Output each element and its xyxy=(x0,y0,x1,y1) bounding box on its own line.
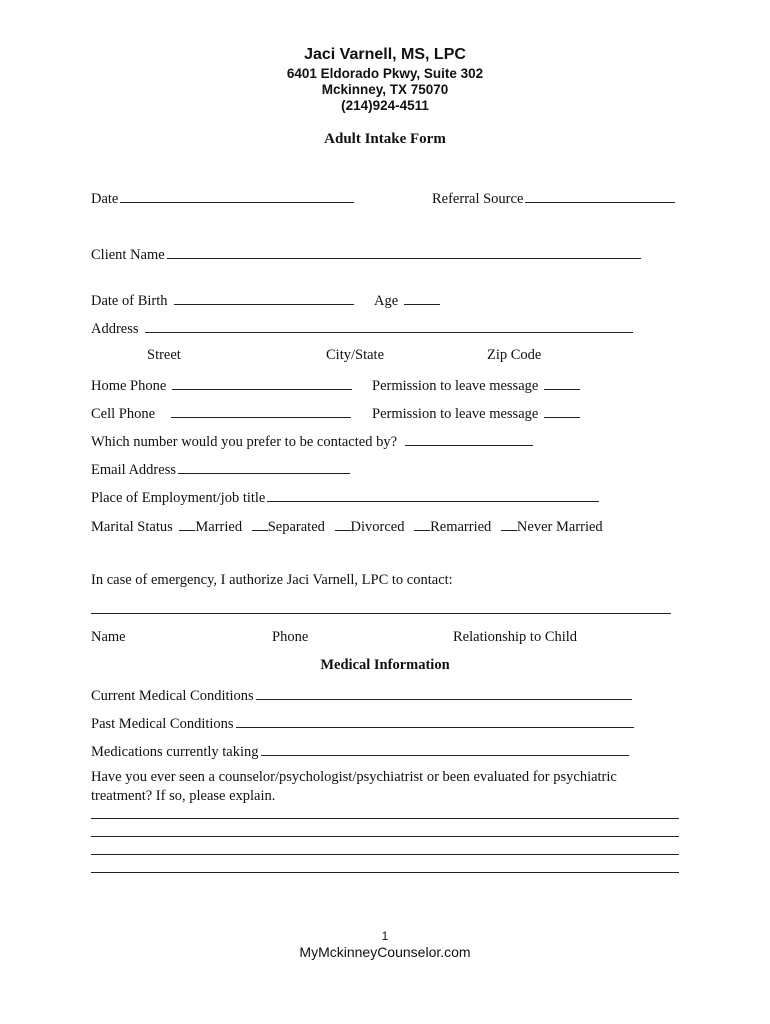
emergency-prompt: In case of emergency, I authorize Jaci Varnell, LPC to contact: xyxy=(91,572,453,588)
married-option: Married xyxy=(195,519,243,535)
employment-label: Place of Employment/job title xyxy=(91,490,266,506)
address-field[interactable] xyxy=(91,318,633,338)
cell-phone-input-line[interactable] xyxy=(171,403,351,418)
emergency-contact-input-line[interactable] xyxy=(91,613,671,614)
past-conditions-input-line[interactable] xyxy=(236,713,634,728)
age-input-line[interactable] xyxy=(404,290,440,305)
marital-status-field xyxy=(91,516,603,536)
address-label: Address xyxy=(91,321,139,337)
date-field[interactable] xyxy=(91,188,354,208)
street-caption: Street xyxy=(147,347,181,363)
current-conditions-field[interactable] xyxy=(91,685,632,705)
email-label: Email Address xyxy=(91,462,176,478)
cell-phone-label: Cell Phone xyxy=(91,406,156,422)
emergency-relationship-caption: Relationship to Child xyxy=(453,629,578,645)
employment-input-line[interactable] xyxy=(267,487,599,502)
city-state-caption: City/State xyxy=(326,347,384,363)
current-conditions-input-line[interactable] xyxy=(256,685,632,700)
phone-number: (214)924-4511 xyxy=(341,98,429,113)
medications-field[interactable] xyxy=(91,741,629,761)
cell-permission-label: Permission to leave message xyxy=(372,406,539,422)
client-name-input-line[interactable] xyxy=(167,244,641,259)
home-phone-label: Home Phone xyxy=(91,378,167,394)
medications-input-line[interactable] xyxy=(261,741,629,756)
email-input-line[interactable] xyxy=(178,459,350,474)
never-married-checkbox-line[interactable] xyxy=(501,516,517,531)
date-label: Date xyxy=(91,191,119,207)
home-phone-input-line[interactable] xyxy=(172,375,352,390)
emergency-name-caption: Name xyxy=(91,629,126,645)
preferred-number-field[interactable] xyxy=(91,431,533,451)
medical-heading: Medical Information xyxy=(320,657,450,673)
home-permission-input-line[interactable] xyxy=(544,375,580,390)
medications-label: Medications currently taking xyxy=(91,744,259,760)
remarried-checkbox-line[interactable] xyxy=(414,516,430,531)
past-conditions-label: Past Medical Conditions xyxy=(91,716,234,732)
home-phone-field[interactable] xyxy=(91,375,352,395)
zip-caption: Zip Code xyxy=(487,347,542,363)
referral-input-line[interactable] xyxy=(525,188,675,203)
divorced-option: Divorced xyxy=(350,519,405,535)
date-input-line[interactable] xyxy=(120,188,354,203)
address-line-1: 6401 Eldorado Pkwy, Suite 302 xyxy=(286,66,484,81)
explain-line-3[interactable] xyxy=(91,854,679,855)
address-input-line[interactable] xyxy=(145,318,633,333)
explain-line-1[interactable] xyxy=(91,818,679,819)
home-permission-label: Permission to leave message xyxy=(372,378,539,394)
cell-permission-input-line[interactable] xyxy=(544,403,580,418)
past-conditions-field[interactable] xyxy=(91,713,634,733)
client-name-field[interactable] xyxy=(91,244,641,264)
cell-permission-field[interactable] xyxy=(372,403,580,423)
dob-input-line[interactable] xyxy=(174,290,354,305)
page-number: 1 xyxy=(381,929,389,943)
separated-checkbox-line[interactable] xyxy=(252,516,268,531)
age-field[interactable] xyxy=(374,290,440,310)
current-conditions-label: Current Medical Conditions xyxy=(91,688,254,704)
email-field[interactable] xyxy=(91,459,350,479)
remarried-option: Remarried xyxy=(430,519,492,535)
marital-status-label: Marital Status xyxy=(91,519,173,535)
never-married-option: Never Married xyxy=(516,519,603,535)
treatment-question-line-1: Have you ever seen a counselor/psychologist/psychiatrist or been evaluated for psychiatric xyxy=(91,769,617,785)
married-checkbox-line[interactable] xyxy=(179,516,195,531)
preferred-number-label: Which number would you prefer to be contacted by? xyxy=(91,434,398,450)
age-label: Age xyxy=(374,293,399,309)
counselor-name: Jaci Varnell, MS, LPC xyxy=(304,46,466,63)
cell-phone-field[interactable] xyxy=(91,403,351,423)
client-name-label: Client Name xyxy=(91,247,165,263)
treatment-question-line-2: treatment? If so, please explain. xyxy=(91,788,276,804)
dob-label: Date of Birth xyxy=(91,293,168,309)
employment-field[interactable] xyxy=(91,487,599,507)
preferred-number-input-line[interactable] xyxy=(405,431,533,446)
form-title: Adult Intake Form xyxy=(324,131,446,147)
emergency-phone-caption: Phone xyxy=(272,629,309,645)
separated-option: Separated xyxy=(267,519,325,535)
address-line-2: Mckinney, TX 75070 xyxy=(321,82,449,97)
referral-field[interactable] xyxy=(432,188,675,208)
dob-field[interactable] xyxy=(91,290,354,310)
referral-label: Referral Source xyxy=(432,191,524,207)
explain-line-4[interactable] xyxy=(91,872,679,873)
divorced-checkbox-line[interactable] xyxy=(335,516,351,531)
footer-website: MyMckinneyCounselor.com xyxy=(299,944,471,960)
home-permission-field[interactable] xyxy=(372,375,580,395)
explain-line-2[interactable] xyxy=(91,836,679,837)
